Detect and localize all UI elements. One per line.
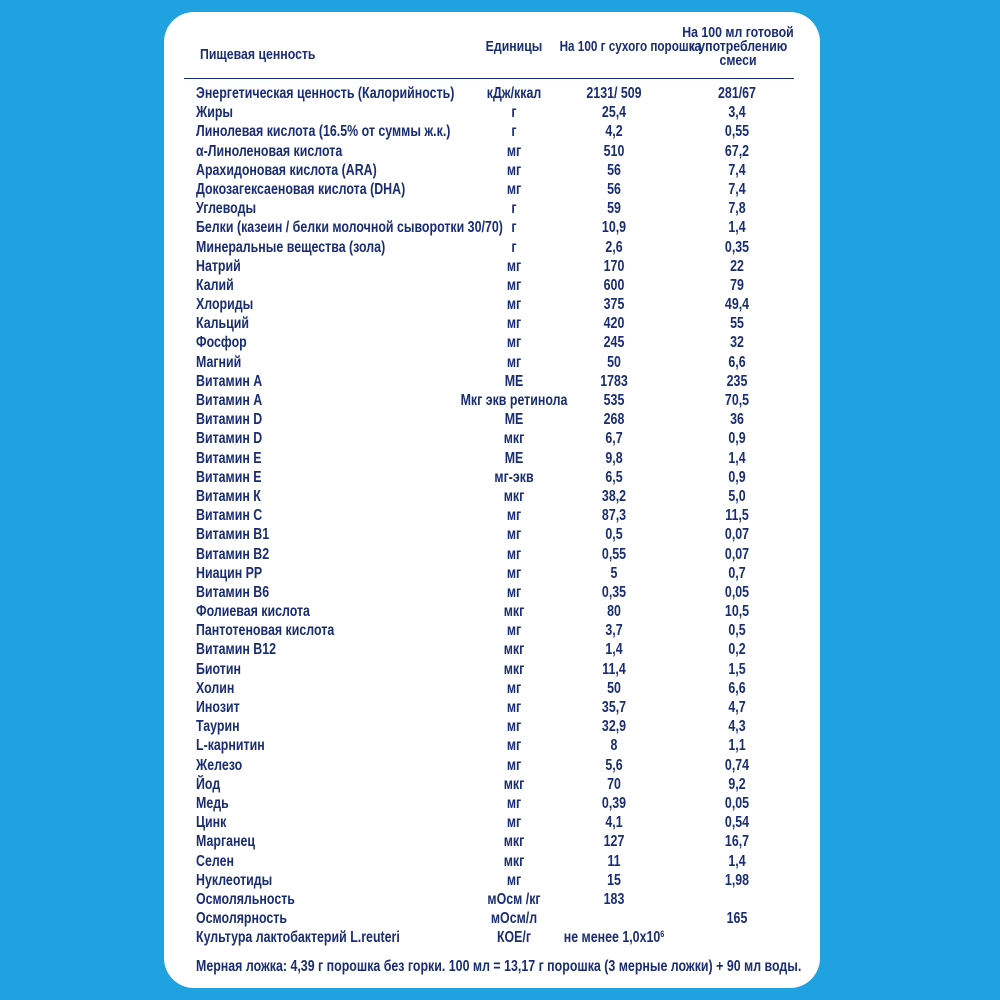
header-divider: [184, 78, 794, 79]
per-100ml-value: 0,54: [724, 814, 750, 832]
table-row: [164, 180, 820, 199]
nutrient-name: Витамин В1: [196, 526, 270, 544]
nutrient-name: Витамин А: [196, 392, 263, 409]
nutrient-name: Магний: [196, 353, 242, 371]
table-row: [164, 333, 820, 352]
unit-cell: г: [511, 238, 517, 256]
nutrient-name: Ниацин РР: [196, 564, 263, 582]
per-100g-value: 1783: [600, 372, 628, 390]
nutrient-name: Нуклеотиды: [196, 871, 273, 889]
table-row: [164, 391, 820, 410]
per-100g-value: 8: [610, 737, 618, 755]
per-100g-value: 56: [607, 180, 621, 198]
nutrient-name: Медь: [196, 794, 229, 812]
unit-cell: Мкг экв ретинола: [460, 392, 568, 409]
unit-cell: мкг: [503, 487, 525, 505]
unit-cell: мкг: [503, 430, 525, 448]
per-100ml-value: 67,2: [724, 142, 750, 160]
table-row: [164, 122, 820, 141]
per-100g-value: 11,4: [602, 660, 626, 678]
unit-cell: мг: [506, 679, 522, 697]
nutrient-name: Калий: [196, 276, 234, 294]
per-100g-value: не менее $1,0х10^6$: [563, 929, 665, 947]
per-100g-value: 1,4: [605, 641, 623, 659]
per-100g-value: 170: [603, 257, 625, 275]
nutrient-name: Фосфор: [196, 334, 247, 352]
nutrient-name: Фолиевая кислота: [196, 603, 310, 621]
exponent: 6: [660, 929, 665, 940]
per-100ml-value: 0,9: [728, 468, 746, 486]
unit-cell: мг: [506, 564, 522, 582]
nutrient-name: Витамин В6: [196, 583, 270, 601]
nutrient-name: Таурин: [196, 718, 240, 736]
per-100ml-value: 165: [726, 910, 748, 928]
per-100g-value: 183: [603, 890, 625, 908]
table-row: [164, 525, 820, 544]
per-100ml-value: 5,0: [728, 487, 746, 505]
table-row: [164, 410, 820, 429]
unit-cell: мг: [506, 718, 522, 736]
per-100g-value: 4,2: [605, 123, 623, 141]
per-100g-value: 80: [607, 603, 621, 621]
header-per-100g-dry: На 100 г сухого порошка: [559, 38, 701, 55]
per-100g-value: 127: [603, 833, 625, 851]
per-100g-value: 510: [603, 142, 625, 160]
per-100g-value: 375: [603, 296, 625, 314]
per-100ml-value: 16,7: [724, 833, 750, 851]
table-row: [164, 84, 820, 103]
unit-cell: г: [511, 104, 517, 122]
per-100ml-value: 0,07: [724, 526, 750, 544]
per-100ml-value: 4,3: [728, 718, 746, 736]
unit-cell: мг: [506, 257, 522, 275]
per-100ml-value: 0,55: [724, 123, 750, 141]
table-row: [164, 257, 820, 276]
unit-cell: мг: [506, 142, 522, 160]
per-100ml-value: 0,7: [728, 564, 746, 582]
nutrient-name: Витамин В2: [196, 545, 270, 563]
per-100ml-value: 55: [730, 315, 744, 333]
per-100g-value: 25,4: [601, 104, 627, 122]
per-100g-value: 3,7: [605, 622, 623, 640]
per-100g-value: 245: [603, 334, 625, 352]
per-100ml-value: 0,07: [724, 545, 750, 563]
per-100g-value: 0,39: [601, 794, 627, 812]
table-row: [164, 103, 820, 122]
table-row: [164, 545, 820, 564]
table-row: [164, 506, 820, 525]
unit-cell: мОсм /кг: [487, 890, 541, 908]
nutrient-name: Натрий: [196, 257, 241, 275]
table-row: [164, 640, 820, 659]
per-100ml-value: 0,05: [724, 583, 750, 601]
nutrient-name: Витамин В12: [196, 641, 277, 659]
nutrient-name: Арахидоновая кислота (ARA): [196, 161, 377, 179]
per-100g-value: 9,8: [605, 449, 623, 467]
per-100ml-value: 235: [726, 372, 748, 390]
per-100ml-value: 0,35: [724, 238, 750, 256]
per-100ml-value: 49,4: [724, 296, 750, 314]
per-100ml-value: 281/67: [718, 85, 756, 102]
table-row: [164, 852, 820, 871]
table-row: [164, 429, 820, 448]
unit-cell: мг: [506, 814, 522, 832]
nutrient-name: Культура лактобактерий L.reuteri: [196, 929, 400, 947]
table-row: [164, 756, 820, 775]
unit-cell: мг: [506, 794, 522, 812]
table-row: [164, 583, 820, 602]
unit-cell: мг: [506, 545, 522, 563]
unit-cell: МЕ: [504, 372, 524, 390]
unit-cell: мг-экв: [494, 468, 534, 486]
table-row: [164, 660, 820, 679]
table-row: [164, 314, 820, 333]
nutrient-name: Селен: [196, 852, 234, 870]
per-100ml-value: 70,5: [724, 392, 750, 409]
table-row: [164, 890, 820, 909]
header-ready-line: к употреблению: [688, 38, 788, 55]
unit-cell: мкг: [503, 603, 525, 621]
per-100ml-value: 36: [730, 411, 744, 429]
nutrient-name: Линолевая кислота (16.5% от суммы ж.к.): [196, 123, 451, 141]
header-ready-line: смеси: [719, 52, 757, 69]
table-row: [164, 468, 820, 487]
per-100g-value: 2131/ 509: [586, 85, 642, 102]
nutrient-name: Йод: [196, 775, 221, 793]
header-ready-line: На 100 мл готовой: [682, 24, 794, 41]
per-100ml-value: 1,98: [724, 871, 750, 889]
nutrient-name: Витамин А: [196, 372, 263, 390]
unit-cell: кДж/ккал: [486, 85, 542, 102]
per-100ml-value: 9,2: [728, 775, 746, 793]
per-100g-value: 0,35: [601, 583, 627, 601]
per-100ml-value: 0,05: [724, 794, 750, 812]
table-row: [164, 238, 820, 257]
table-row: [164, 161, 820, 180]
nutrient-name: Углеводы: [196, 200, 257, 218]
per-100g-value: 420: [603, 315, 625, 333]
unit-cell: мг: [506, 296, 522, 314]
unit-cell: мкг: [503, 833, 525, 851]
table-row: [164, 928, 820, 947]
table-row: [164, 736, 820, 755]
table-row: [164, 832, 820, 851]
nutrient-name: Витамин С: [196, 507, 263, 525]
unit-cell: мг: [506, 737, 522, 755]
per-100g-value: 268: [603, 411, 625, 429]
table-row: [164, 602, 820, 621]
table-row: [164, 218, 820, 237]
nutrient-name: Энергетическая ценность (Калорийность): [196, 85, 455, 102]
table-row: [164, 621, 820, 640]
per-100g-value: 50: [607, 353, 621, 371]
unit-cell: мг: [506, 315, 522, 333]
per-100ml-value: 1,1: [728, 737, 746, 755]
nutrient-name: Хлориды: [196, 296, 254, 314]
nutrient-name: Осмоляльность: [196, 890, 295, 908]
nutrient-name: Витамин D: [196, 430, 263, 448]
table-row: [164, 871, 820, 890]
nutrient-name: Витамин D: [196, 411, 263, 429]
header-units: Единицы: [485, 38, 543, 55]
per-100ml-value: 1,4: [728, 219, 746, 237]
unit-cell: мг: [506, 334, 522, 352]
per-100g-value: 32,9: [601, 718, 627, 736]
per-100g-value: 6,5: [605, 468, 623, 486]
table-row: [164, 353, 820, 372]
unit-cell: мг: [506, 507, 522, 525]
per-100ml-value: 7,4: [728, 161, 746, 179]
table-row: [164, 717, 820, 736]
unit-cell: МЕ: [504, 411, 524, 429]
per-100ml-value: 1,4: [728, 449, 746, 467]
per-100ml-value: 1,4: [728, 852, 746, 870]
per-100g-value: 10,9: [601, 219, 627, 237]
per-100g-value: 600: [603, 276, 625, 294]
unit-cell: мкг: [503, 660, 525, 678]
per-100ml-value: 22: [730, 257, 744, 275]
per-100g-value: 6,7: [605, 430, 623, 448]
table-row: [164, 449, 820, 468]
unit-cell: КОЕ/г: [496, 929, 532, 947]
nutrient-name: α-Линоленовая кислота: [196, 142, 343, 160]
per-100g-value: 0,5: [605, 526, 623, 544]
nutrient-name: Цинк: [196, 814, 227, 832]
per-100ml-value: 0,2: [728, 641, 746, 659]
per-100ml-value: 6,6: [728, 679, 746, 697]
per-100g-value: 2,6: [605, 238, 623, 256]
per-100ml-value: 32: [730, 334, 744, 352]
per-100ml-value: 10,5: [724, 603, 750, 621]
nutrient-name: Витамин К: [196, 487, 261, 505]
per-100g-value: 5,6: [605, 756, 623, 774]
nutrient-name: Осмолярность: [196, 910, 287, 928]
per-100g-value: 5: [610, 564, 618, 582]
table-row: [164, 276, 820, 295]
per-100ml-value: 3,4: [728, 104, 746, 122]
nutrition-facts-card: [164, 12, 820, 988]
per-100g-value: 35,7: [601, 699, 627, 716]
table-row: [164, 295, 820, 314]
unit-cell: г: [511, 219, 517, 237]
per-100g-value: 50: [607, 679, 621, 697]
per-100g-value: 56: [607, 161, 621, 179]
table-row: [164, 199, 820, 218]
unit-cell: мг: [506, 871, 522, 889]
per-100g-value: 11: [607, 852, 621, 870]
table-row: [164, 909, 820, 928]
nutrient-name: Кальций: [196, 315, 249, 333]
measuring-spoon-note: Мерная ложка: 4,39 г порошка без горки. 100 мл = 13,17 г порошка (3 мерные ложки) + 90 мл воды.: [196, 958, 802, 975]
unit-cell: мкг: [503, 775, 525, 793]
nutrient-name: Витамин Е: [196, 449, 262, 467]
table-row: [164, 679, 820, 698]
unit-cell: мг: [506, 622, 522, 640]
table-row: [164, 487, 820, 506]
per-100g-value: 38,2: [601, 487, 627, 505]
unit-cell: г: [511, 200, 517, 218]
nutrient-name: Витамин Е: [196, 468, 262, 486]
per-100g-value: 87,3: [601, 507, 627, 525]
nutrient-name: Биотин: [196, 660, 241, 678]
nutrient-name: Холин: [196, 679, 235, 697]
unit-cell: МЕ: [504, 449, 524, 467]
per-100ml-value: 0,9: [728, 430, 746, 448]
table-row: [164, 698, 820, 717]
per-100ml-value: 0,74: [724, 756, 750, 774]
per-100ml-value: 7,8: [728, 200, 746, 218]
unit-cell: мОсм/л: [490, 910, 538, 928]
per-100g-value: 4,1: [605, 814, 623, 832]
unit-cell: мг: [506, 756, 522, 774]
unit-cell: мг: [506, 526, 522, 544]
nutrient-name: Минеральные вещества (зола): [196, 238, 386, 256]
nutrient-name: Белки (казеин / белки молочной сыворотки 30/70): [196, 219, 503, 237]
per-100ml-value: 0,5: [728, 622, 746, 640]
header-nutrition-value: Пищевая ценность: [200, 46, 316, 63]
per-100g-value: 535: [603, 392, 625, 409]
nutrient-name: Железо: [196, 756, 243, 774]
nutrition-table-body: [164, 84, 820, 947]
per-100ml-value: 4,7: [728, 699, 746, 716]
nutrient-name: Пантотеновая кислота: [196, 622, 335, 640]
per-100g-value: 59: [607, 200, 621, 218]
table-row: [164, 794, 820, 813]
table-row: [164, 372, 820, 391]
table-row: [164, 564, 820, 583]
per-100ml-value: 79: [730, 276, 744, 294]
per-100g-value: 15: [607, 871, 621, 889]
unit-cell: г: [511, 123, 517, 141]
nutrient-name: Марганец: [196, 833, 256, 851]
per-100ml-value: 1,5: [728, 660, 746, 678]
unit-cell: мг: [506, 353, 522, 371]
nutrient-name: Инозит: [196, 699, 240, 716]
per-100g-value: 0,55: [601, 545, 627, 563]
unit-cell: мкг: [503, 641, 525, 659]
table-row: [164, 813, 820, 832]
unit-cell: мг: [506, 699, 522, 716]
per-100ml-value: 6,6: [728, 353, 746, 371]
table-row: [164, 775, 820, 794]
per-100ml-value: 7,4: [728, 180, 746, 198]
unit-cell: мг: [506, 161, 522, 179]
unit-cell: мкг: [503, 852, 525, 870]
per-100g-value: 70: [607, 775, 621, 793]
unit-cell: мг: [506, 276, 522, 294]
table-row: [164, 142, 820, 161]
unit-cell: мг: [506, 583, 522, 601]
nutrient-name: L-карнитин: [196, 737, 265, 755]
header-per-100ml-ready: [681, 26, 796, 68]
nutrient-name: Докозагексаеновая кислота (DHA): [196, 180, 406, 198]
nutrient-name: Жиры: [196, 104, 233, 122]
unit-cell: мг: [506, 180, 522, 198]
per-100ml-value: 11,5: [725, 507, 749, 525]
